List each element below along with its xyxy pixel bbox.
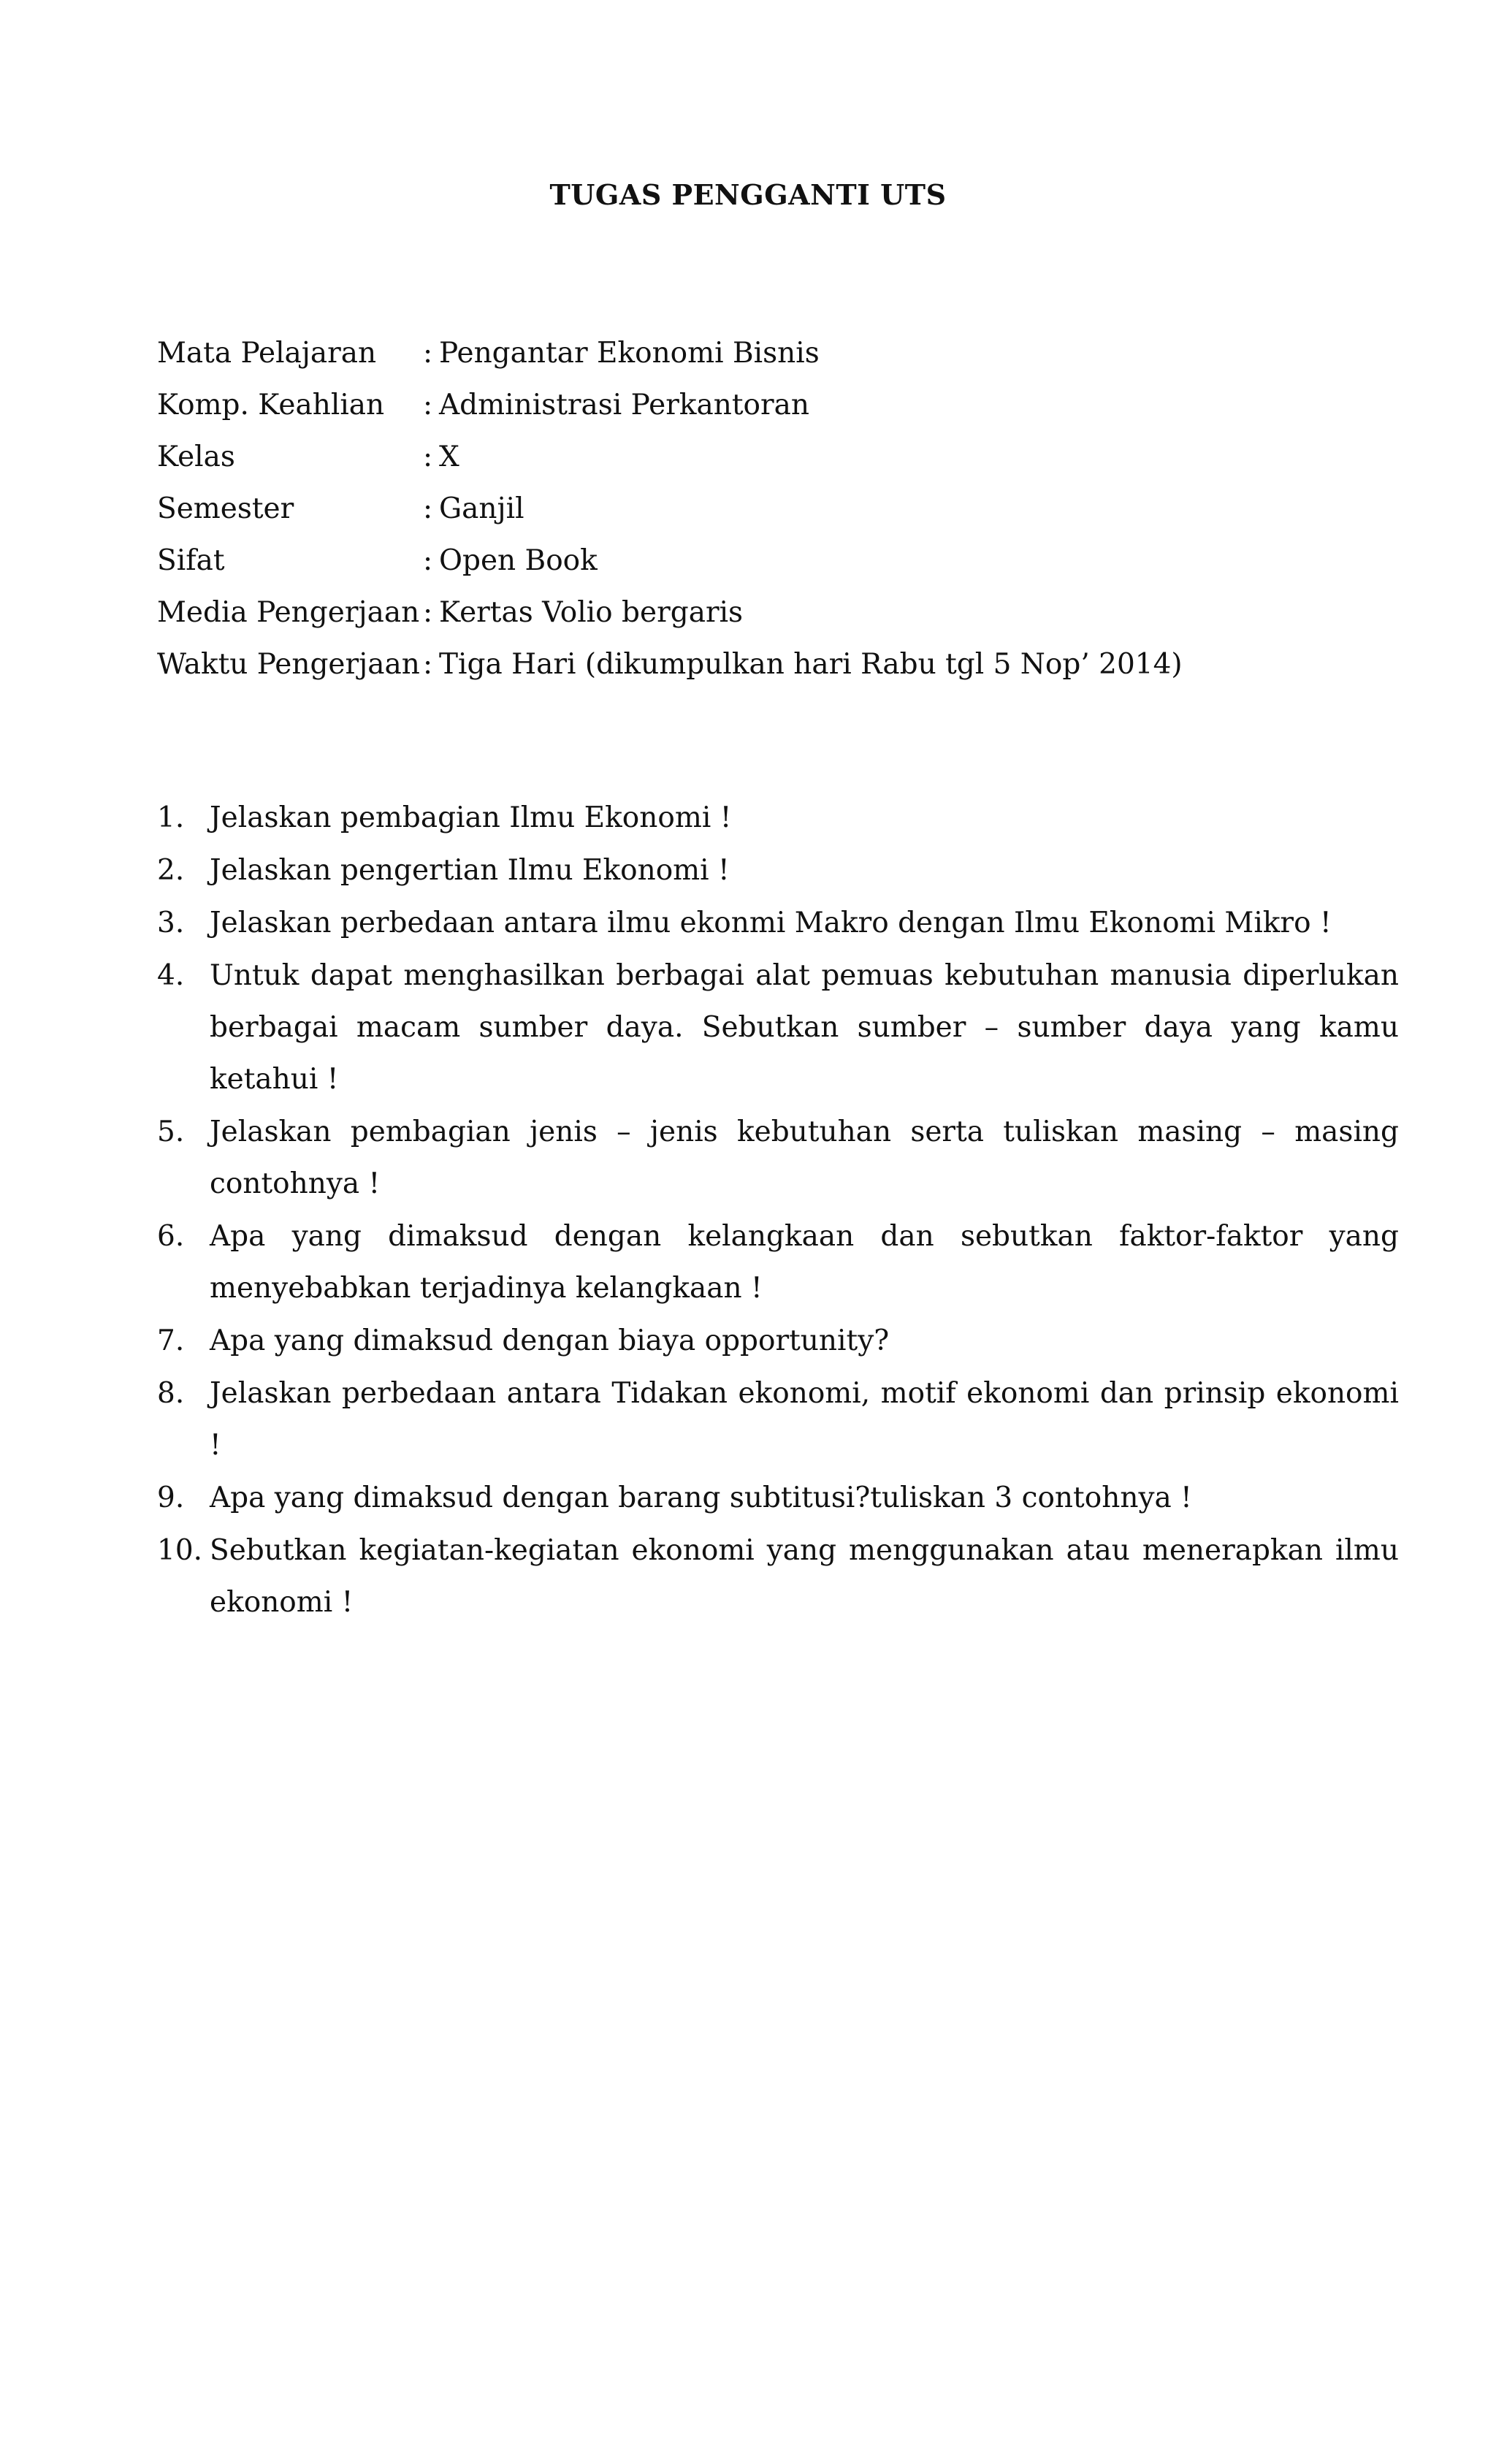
assignment-info — [157, 327, 1399, 690]
info-label: Sifat — [157, 544, 225, 577]
info-value: X — [439, 440, 459, 473]
info-label: Mata Pelajaran — [157, 337, 377, 370]
info-label: Waktu Pengerjaan — [157, 648, 420, 681]
info-colon: : — [423, 492, 433, 525]
question-item — [157, 844, 1399, 896]
question-number: 2. — [157, 854, 185, 887]
question-item — [157, 1472, 1399, 1524]
question-text: Jelaskan perbedaan antara ilmu ekonmi Makro dengan Ilmu Ekonomi Mikro ! — [210, 907, 1332, 939]
question-number: 7. — [157, 1324, 185, 1357]
info-value: Open Book — [439, 544, 598, 577]
info-label: Media Pengerjaan — [157, 596, 420, 629]
question-item — [157, 1106, 1399, 1210]
info-row-media — [157, 587, 1399, 638]
question-text: Apa yang dimaksud dengan biaya opportunity? — [210, 1324, 890, 1357]
info-row-time — [157, 638, 1399, 690]
question-number: 9. — [157, 1481, 185, 1514]
info-row-subject — [157, 327, 1399, 379]
question-text: Jelaskan perbedaan antara Tidakan ekonomi, motif ekonomi dan prinsip ekonomi ! — [210, 1377, 1399, 1462]
question-item — [157, 950, 1399, 1105]
question-number: 6. — [157, 1220, 185, 1253]
info-value: Pengantar Ekonomi Bisnis — [439, 337, 820, 370]
question-item — [157, 1315, 1399, 1367]
question-text: Apa yang dimaksud dengan barang subtitusi?tuliskan 3 contohnya ! — [210, 1481, 1192, 1514]
info-colon: : — [423, 337, 433, 370]
info-value: Administrasi Perkantoran — [439, 389, 810, 422]
question-text: Apa yang dimaksud dengan kelangkaan dan sebutkan faktor-faktor yang menyebabkan terjadinya kelangkaan ! — [210, 1220, 1399, 1305]
info-value: Tiga Hari (dikumpulkan hari Rabu tgl 5 Nop’ 2014) — [439, 648, 1183, 681]
info-value: Kertas Volio bergaris — [439, 596, 744, 629]
question-number: 1. — [157, 801, 185, 834]
question-text: Untuk dapat menghasilkan berbagai alat pemuas kebutuhan manusia diperlukan berbagai macam sumber daya. Sebutkan sumber – sumber daya yang kamu ketahui ! — [210, 959, 1399, 1096]
question-number: 3. — [157, 907, 185, 939]
question-item — [157, 897, 1399, 949]
question-item — [157, 1210, 1399, 1314]
info-colon: : — [423, 544, 433, 577]
info-colon: : — [423, 389, 433, 422]
info-label: Kelas — [157, 440, 235, 473]
question-text: Jelaskan pembagian jenis – jenis kebutuhan serta tuliskan masing – masing contohnya ! — [210, 1115, 1399, 1200]
question-text: Jelaskan pengertian Ilmu Ekonomi ! — [210, 854, 730, 887]
info-row-nature — [157, 535, 1399, 587]
question-text: Jelaskan pembagian Ilmu Ekonomi ! — [210, 801, 732, 834]
document-title: TUGAS PENGGANTI UTS — [549, 178, 947, 211]
question-item — [157, 1368, 1399, 1471]
info-colon: : — [423, 648, 433, 681]
info-row-competency — [157, 379, 1399, 431]
info-colon: : — [423, 440, 433, 473]
question-text: Sebutkan kegiatan-kegiatan ekonomi yang menggunakan atau menerapkan ilmu ekonomi ! — [210, 1534, 1399, 1619]
question-number: 8. — [157, 1377, 185, 1410]
question-list — [157, 792, 1399, 1629]
info-value: Ganjil — [439, 492, 524, 525]
question-number: 4. — [157, 959, 185, 992]
question-number: 5. — [157, 1115, 185, 1148]
info-label: Komp. Keahlian — [157, 389, 385, 422]
info-label: Semester — [157, 492, 294, 525]
info-row-class — [157, 431, 1399, 483]
question-number: 10. — [157, 1534, 203, 1567]
info-row-semester — [157, 483, 1399, 535]
question-item — [157, 1525, 1399, 1628]
question-item — [157, 792, 1399, 844]
info-colon: : — [423, 596, 433, 629]
